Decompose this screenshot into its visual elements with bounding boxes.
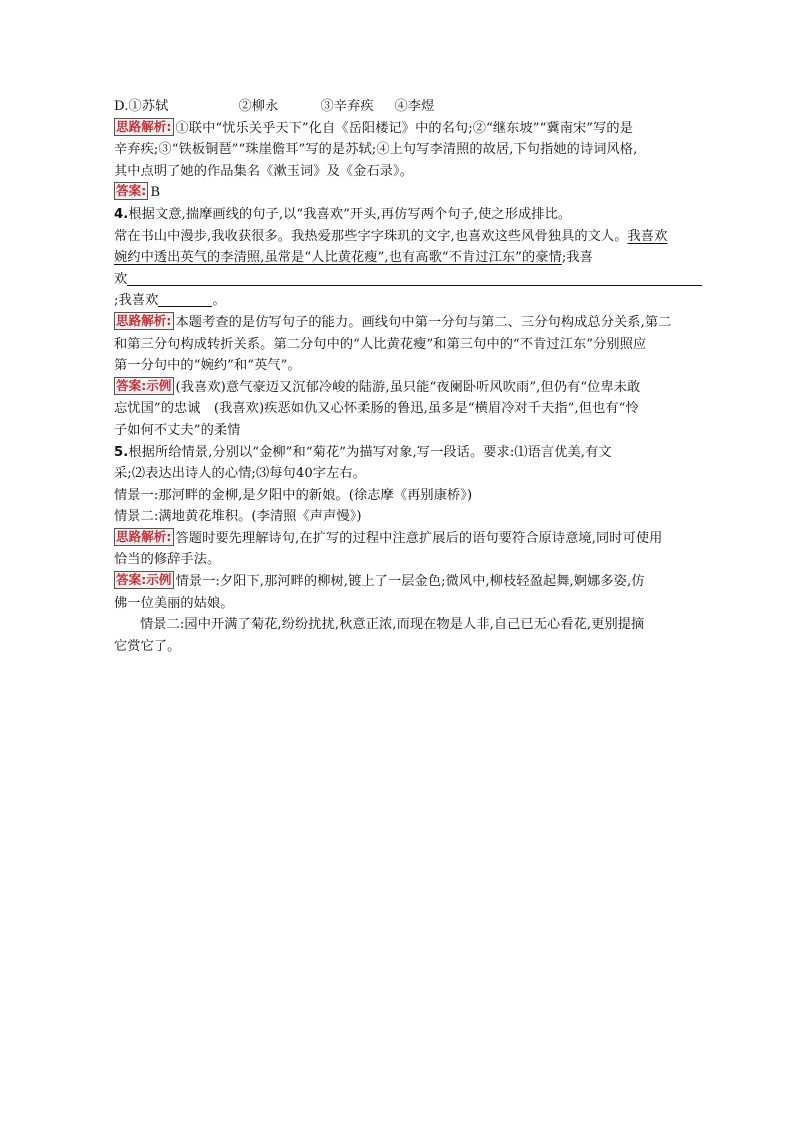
q3-answer — [114, 182, 702, 204]
q4-passage-line-3 — [114, 269, 702, 291]
answer-text: B — [150, 185, 161, 201]
document-page — [114, 96, 702, 657]
example-label: 示例 — [146, 377, 172, 393]
answer-label: 答案: — [116, 572, 147, 588]
answer-blank-short[interactable] — [158, 292, 212, 307]
underlined-sentence: 婉约中透出英气的李清照,虽常是“人比黄花瘦”,也有高歌“不肯过江东”的豪情 — [114, 250, 562, 266]
q5-analysis-line-2: 恰当的修辞手法。 — [114, 552, 221, 568]
answer-text: (我喜欢)意气豪迈又沉郁冷峻的陆游,虽只能“夜阑卧听风吹雨”,但仍有“位卑未敢 — [175, 379, 641, 395]
analysis-text: 本题考查的是仿写句子的能力。画线句中第一分句与第二、三分句构成总分关系,第二 — [175, 314, 672, 330]
q3-options — [114, 96, 702, 118]
passage-text: 常在书山中漫步,我收获很多。我热爱那些字字珠玑的文字,也喜欢这些风骨独具的文人。 — [114, 228, 628, 244]
answer-blank-long[interactable] — [127, 271, 702, 286]
q3-analysis-line-2: 辛弃疾;③“铁板铜琶”“珠崖儋耳”写的是苏轼;④上句写李清照的故居,下句指她的诗词风格, — [114, 142, 638, 158]
q4-prompt — [114, 204, 702, 226]
question-number: 4. — [114, 206, 129, 222]
q4-passage-line-4 — [114, 290, 702, 312]
passage-text: ;我喜欢 — [114, 293, 159, 309]
q3-analysis-line-3: 其中点明了她的作品集名《漱玉词》及《金石录》。 — [114, 163, 414, 179]
option-2: ②柳永 — [238, 99, 279, 114]
option-1: ①苏轼 — [128, 99, 169, 114]
q5-scene-1: 情景一:那河畔的金柳,是夕阳中的新娘。(徐志摩《再别康桥》) — [114, 487, 473, 503]
q4-answer-line-2: 忘忧国”的忠诚 (我喜欢)疾恶如仇又心怀柔肠的鲁迅,虽多是“横眉冷对千夫指”,但也有“怜 — [114, 401, 639, 417]
answer-tag: 答案: — [116, 183, 147, 199]
answer-label: 答案: — [116, 377, 147, 393]
q5-scene-2: 情景二:满地黄花堆积。(李清照《声声慢》) — [114, 509, 362, 525]
underlined-sentence: 我喜欢 — [627, 228, 668, 244]
q4-analysis-line-2: 和第三分句构成转折关系。第二分句中的“人比黄花瘦”和第三句中的“不肯过江东”分别照应 — [114, 336, 647, 352]
q4-answer-line-1 — [114, 377, 702, 399]
option-3: ③辛弃疾 — [320, 99, 374, 114]
passage-text: 欢 — [114, 271, 128, 287]
q5-answer-line-1 — [114, 571, 702, 593]
q4-answer-line-3: 子如何不丈夫”的柔情 — [114, 422, 241, 438]
analysis-tag: 思路解析: — [116, 528, 172, 544]
q5-analysis-line-1 — [114, 528, 702, 550]
question-text: 根据文意,揣摩画线的句子,以“我喜欢”开头,再仿写两个句子,使之形成排比。 — [128, 206, 572, 222]
q4-passage-line-2 — [114, 247, 702, 269]
q5-prompt-line-2: 采;⑵表达出诗人的心情;⑶每句40字左右。 — [114, 466, 366, 482]
analysis-tag: 思路解析: — [116, 118, 172, 134]
question-number: 5. — [114, 444, 129, 460]
analysis-text: ①联中“忧乐关乎天下”化自《岳阳楼记》中的名句;②“继东坡”“冀南宋”写的是 — [175, 120, 634, 136]
option-4: ④李煜 — [394, 99, 435, 114]
example-label: 示例 — [146, 572, 172, 588]
analysis-text: 答题时要先理解诗句,在扩写的过程中注意扩展后的语句要符合原诗意境,同时可使用 — [175, 530, 663, 546]
q4-analysis-line-3: 第一分句中的“婉约”和“英气”。 — [114, 358, 301, 374]
option-prefix: D. — [114, 99, 129, 114]
passage-text: ;我喜 — [561, 250, 593, 266]
q5-answer2-line-1: 情景二:园中开满了菊花,纷纷扰扰,秋意正浓,而现在物是人非,自己已无心看花,更别提摘 — [140, 617, 645, 633]
answer-tag — [114, 377, 174, 395]
q5-answer2-line-2: 它赏它了。 — [114, 638, 181, 654]
q4-analysis-line-1 — [114, 312, 702, 334]
q4-passage-line-1 — [114, 226, 702, 248]
answer-text: 情景一:夕阳下,那河畔的柳树,镀上了一层金色;微风中,柳枝轻盈起舞,婀娜多姿,仿 — [175, 574, 645, 590]
passage-text: 。 — [212, 293, 226, 309]
analysis-tag: 思路解析: — [116, 312, 172, 328]
q5-answer-line-2: 佛一位美丽的姑娘。 — [114, 595, 234, 611]
answer-tag — [114, 571, 174, 589]
q3-analysis-line-1 — [114, 118, 702, 140]
q5-prompt-line-1 — [114, 442, 702, 464]
question-text: 根据所给情景,分别以“金柳”和“菊花”为描写对象,写一段话。要求:⑴语言优美,有文 — [128, 444, 612, 460]
